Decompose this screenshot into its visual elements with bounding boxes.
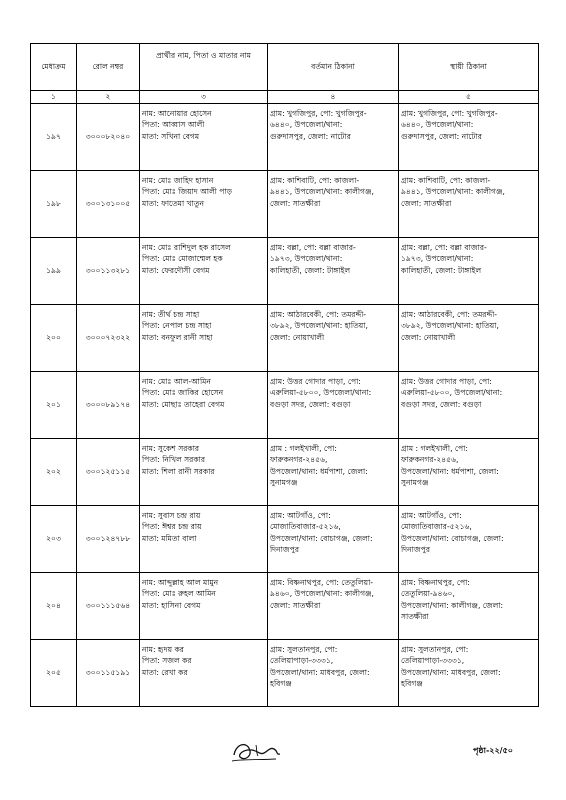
present-address-line: উপজেলা/থানা: ধর্মপাশা, জেলা: (270, 466, 368, 476)
permanent-address-line: তেতুলিয়া-৯৪৬০, (401, 589, 455, 598)
father-name: পিতা: মোঃ রুহল আমিন (142, 589, 216, 598)
candidate-cell (140, 438, 268, 505)
serial-cell: ২০৪ (31, 572, 77, 639)
column-number: ১ (31, 91, 77, 104)
present-address-line: দিনাজপুর (270, 545, 300, 554)
permanent-address-line: গ্রাম: খুগজিপুর, পো: খুগজিপুর- (401, 108, 498, 118)
present-address-line: গ্রাম: খুগজিপুর, পো: খুগজিপুর- (270, 108, 367, 118)
signature-image (226, 735, 288, 767)
column-number: ২ (77, 91, 140, 104)
present-address-line: গ্রাম: সুলতানপুর, পো: (270, 644, 338, 654)
candidate-name: নাম: সুকেশ সরকার (142, 443, 200, 453)
candidate-name: নাম: মোঃ আল-আমিন (142, 376, 211, 386)
present-address-line: ফারুকনগর-২৪৫৬, (270, 455, 328, 464)
candidate-name: নাম: আনোয়ার হোসেন (142, 108, 212, 118)
table-header-row (31, 44, 539, 91)
candidate-cell (140, 237, 268, 304)
present-address-line: ১৯৭৩, উপজেলা/থানা: (270, 254, 343, 263)
mother-name: মাতা: মোছাঃ তাহেরা বেগম (142, 399, 225, 409)
mother-name: মাতা: ফাতেমা খাতুন (142, 198, 205, 208)
permanent-address-cell (399, 170, 539, 237)
table-row (31, 639, 539, 706)
father-name: পিতা: মোঃ জাকির হোসেন (142, 388, 224, 397)
candidate-table (30, 43, 539, 707)
permanent-address-line: উপজেলা/থানা: ধর্মপাশা, জেলা: (401, 466, 499, 476)
table-row (31, 505, 539, 572)
present-address-cell (268, 304, 399, 371)
father-name: পিতা: মোঃ জিয়াদ আলী পাড় (142, 187, 233, 196)
permanent-address-line: গুরুদাসপুর, জেলা: নাটোর (401, 131, 482, 141)
permanent-address-cell (399, 572, 539, 639)
permanent-address-line: হবিগঞ্জ (401, 679, 423, 688)
present-address-line: গ্রাম: কাশিবাটি, পো: কাজলা- (270, 175, 360, 185)
permanent-address-line: গ্রাম : গলইখালী, পো: (401, 443, 468, 453)
present-address-line: মোজাতিবাজার-৫২১৬, (270, 522, 341, 531)
permanent-address-cell (399, 304, 539, 371)
column-number-row (31, 91, 539, 104)
permanent-address-line: এরুলিয়া-৫৮০০, উপজেলা/থানা: (401, 388, 503, 397)
candidate-cell (140, 304, 268, 371)
serial-cell: ২০৫ (31, 639, 77, 706)
present-address-line: কালিহাতী, জেলা: টাঙ্গাইল (270, 265, 351, 275)
present-address-line: সুনামগঞ্জ (270, 478, 298, 487)
father-name: পিতা: নিখিল সরকার (142, 455, 206, 464)
roll-number-cell: ৩০০১২৫১১৫ (77, 438, 140, 505)
mother-name: মাতা: শিলা রানী সরকার (142, 466, 215, 476)
column-number: ৪ (268, 91, 399, 104)
serial-cell: ২০২ (31, 438, 77, 505)
present-address-line: এরুলিয়া-৫৮০০, উপজেলা/থানা: (270, 388, 372, 397)
page-number: পৃষ্ঠা-২২/৫০ (473, 746, 514, 755)
roll-number-cell: ৩০০১১১৫৬৪ (77, 572, 140, 639)
permanent-address-cell (399, 371, 539, 438)
present-address-cell (268, 170, 399, 237)
roll-number-cell: ৩০০০৮২০৪০ (77, 103, 140, 170)
present-address-cell (268, 103, 399, 170)
candidate-cell (140, 103, 268, 170)
header-name: প্রার্থীর নাম, পিতা ও মাতার নাম (140, 44, 268, 91)
present-address-line: জেলা: সাতক্ষীরা (270, 600, 321, 610)
permanent-address-line: দিনাজপুর (401, 545, 431, 554)
serial-cell: ২০০ (31, 304, 77, 371)
father-name: পিতা: ঈশ্বর চন্দ্র রায় (142, 522, 202, 531)
candidate-cell (140, 572, 268, 639)
present-address-line: ৯৪৪১, উপজেলা/থানা: কালীগঞ্জ, (270, 187, 374, 196)
candidate-name: নাম: তীর্থ চন্দ্র সাহা (142, 309, 200, 319)
present-address-line: গ্রাম: উত্তর গোদার পাড়া, পো: (270, 376, 361, 386)
serial-cell: ১৯৭ (31, 103, 77, 170)
table-row (31, 304, 539, 371)
present-address-line: ৩৮৯২, উপজেলা/থানা: হাতিয়া, (270, 321, 368, 330)
column-number: ৩ (140, 91, 268, 104)
column-number: ৫ (399, 91, 539, 104)
permanent-address-line: ১৯৭৩, উপজেলা/থানা: (401, 254, 474, 263)
permanent-address-line: ৩৮৯২, উপজেলা/থানা: হাতিয়া, (401, 321, 499, 330)
candidate-name: নাম: মোঃ রাশিদুল হক রাসেল (142, 242, 231, 252)
present-address-cell (268, 438, 399, 505)
permanent-address-line: বগুড়া সদর, জেলা: বগুড়া (401, 399, 482, 409)
mother-name: মাতা: হাসিনা বেগম (142, 600, 201, 610)
permanent-address-line: গ্রাম: উত্তর গোদার পাড়া, পো: (401, 376, 492, 386)
table-row (31, 572, 539, 639)
permanent-address-line: গ্রাম: কাশিবাটি, পো: কাজলা- (401, 175, 491, 185)
father-name: পিতা: আব্বাস আলী (142, 120, 205, 129)
roll-number-cell: ৩০০০৭২৩২২ (77, 304, 140, 371)
serial-cell: ২০৩ (31, 505, 77, 572)
father-name: পিতা: মোঃ মোজাম্মেল হক (142, 254, 223, 263)
present-address-line: তেলিয়াপাড়া-৩৩৩১, (270, 656, 334, 665)
table-row (31, 438, 539, 505)
table-row (31, 170, 539, 237)
permanent-address-line: সাতক্ষীরা (401, 612, 429, 621)
permanent-address-line: কালিহাতী, জেলা: টাঙ্গাইল (401, 265, 482, 275)
roll-number-cell: ৩০০১১৩২৮১ (77, 237, 140, 304)
candidate-cell (140, 505, 268, 572)
present-address-cell (268, 639, 399, 706)
permanent-address-cell (399, 237, 539, 304)
present-address-cell (268, 237, 399, 304)
serial-cell: ১৯৯ (31, 237, 77, 304)
present-address-cell (268, 371, 399, 438)
present-address-line: উপজেলা/থানা: বোচাগঞ্জ, জেলা: (270, 533, 373, 543)
present-address-line: গ্রাম : গলইখালী, পো: (270, 443, 337, 453)
permanent-address-cell (399, 505, 539, 572)
candidate-cell (140, 371, 268, 438)
roll-number-cell: ৩০০১৩১০০৫ (77, 170, 140, 237)
serial-cell: ১৯৮ (31, 170, 77, 237)
permanent-address-line: তেলিয়াপাড়া-৩৩৩১, (401, 656, 465, 665)
present-address-line: বগুড়া সদর, জেলা: বগুড়া (270, 399, 351, 409)
permanent-address-cell (399, 103, 539, 170)
table-row (31, 371, 539, 438)
present-address-line: জেলা: নোয়াখালী (270, 332, 325, 342)
present-address-line: গ্রাম: আঠারবেকী, পো: তমরদ্দী- (270, 309, 366, 319)
permanent-address-line: জেলা: সাতক্ষীরা (401, 198, 452, 208)
present-address-line: গ্রাম: আটগাঁও, পো: (270, 510, 331, 520)
present-address-line: গ্রাম: বিষ্ণনাথপুর, পো: তেতুলিয়া- (270, 577, 374, 587)
permanent-address-line: উপজেলা/থানা: কালীগঞ্জ, জেলা: (401, 600, 504, 610)
present-address-line: ৬৪৪০, উপজেলা/থানা: (270, 120, 343, 129)
permanent-address-line: গ্রাম: সুলতানপুর, পো: (401, 644, 469, 654)
father-name: পিতা: সজল কর (142, 656, 192, 665)
father-name: পিতা: নেপাল চন্দ্র সাহা (142, 321, 212, 330)
roll-number-cell: ৩০০১২৪৭৮৮ (77, 505, 140, 572)
candidate-name: নাম: আব্দুল্লাহ আল মামুন (142, 577, 219, 587)
roll-number-cell: ৩০০০৮৯১৭৪ (77, 371, 140, 438)
present-address-line: ৯৪৬০, উপজেলা/থানা: কালীগঞ্জ, (270, 589, 374, 598)
permanent-address-line: গ্রাম: আটগাঁও, পো: (401, 510, 462, 520)
mother-name: মাতা: মমিতা বালা (142, 533, 197, 543)
present-address-line: গুরুদাসপুর, জেলা: নাটোর (270, 131, 351, 141)
present-address-cell (268, 505, 399, 572)
present-address-line: হবিগঞ্জ (270, 679, 292, 688)
permanent-address-cell (399, 639, 539, 706)
candidate-name: নাম: সুবাস চন্দ্র রায় (142, 510, 201, 520)
table-row (31, 237, 539, 304)
mother-name: মাতা: ফেরদৌসী বেগম (142, 265, 210, 275)
permanent-address-line: ফারুকনগর-২৪৫৬, (401, 455, 459, 464)
permanent-address-line: উপজেলা/থানা: বোচাগঞ্জ, জেলা: (401, 533, 504, 543)
present-address-line: জেলা: সাতক্ষীরা (270, 198, 321, 208)
roll-number-cell: ৩০০১১৫১৯১ (77, 639, 140, 706)
permanent-address-line: গ্রাম: বিষ্ণনাথপুর, পো: (401, 577, 470, 587)
permanent-address-line: গ্রাম: বল্লা, পো: বল্লা বাজার- (401, 242, 487, 252)
mother-name: মাতা: রেখা কর (142, 667, 188, 677)
mother-name: মাতা: সখিনা বেগম (142, 131, 200, 141)
header-serial: মেধাক্রম (31, 44, 77, 91)
permanent-address-cell (399, 438, 539, 505)
permanent-address-line: গ্রাম: আঠারবেকী, পো: তমরদ্দী- (401, 309, 497, 319)
permanent-address-line: মোজাতিবাজার-৫২১৬, (401, 522, 472, 531)
permanent-address-line: সুনামগঞ্জ (401, 478, 429, 487)
header-roll: রোল নম্বর (77, 44, 140, 91)
present-address-line: গ্রাম: বল্লা, পো: বল্লা বাজার- (270, 242, 356, 252)
candidate-name: নাম: হৃদয় কর (142, 644, 184, 654)
permanent-address-line: ৯৪৪১, উপজেলা/থানা: কালীগঞ্জ, (401, 187, 505, 196)
candidate-name: নাম: মোঃ জাহিদ হাসান (142, 175, 214, 185)
present-address-line: উপজেলা/থানা: মাধবপুর, জেলা: (270, 667, 370, 677)
candidate-cell (140, 170, 268, 237)
permanent-address-line: জেলা: নোয়াখালী (401, 332, 456, 342)
present-address-cell (268, 572, 399, 639)
mother-name: মাতা: বনফুল রানী সাহা (142, 332, 213, 342)
permanent-address-line: ৬৪৪০, উপজেলা/থানা: (401, 120, 474, 129)
serial-cell: ২০১ (31, 371, 77, 438)
table-row (31, 103, 539, 170)
header-present-address: বর্তমান ঠিকানা (268, 44, 399, 91)
candidate-cell (140, 639, 268, 706)
header-permanent-address: স্থায়ী ঠিকানা (399, 44, 539, 91)
permanent-address-line: উপজেলা/থানা: মাধবপুর, জেলা: (401, 667, 501, 677)
